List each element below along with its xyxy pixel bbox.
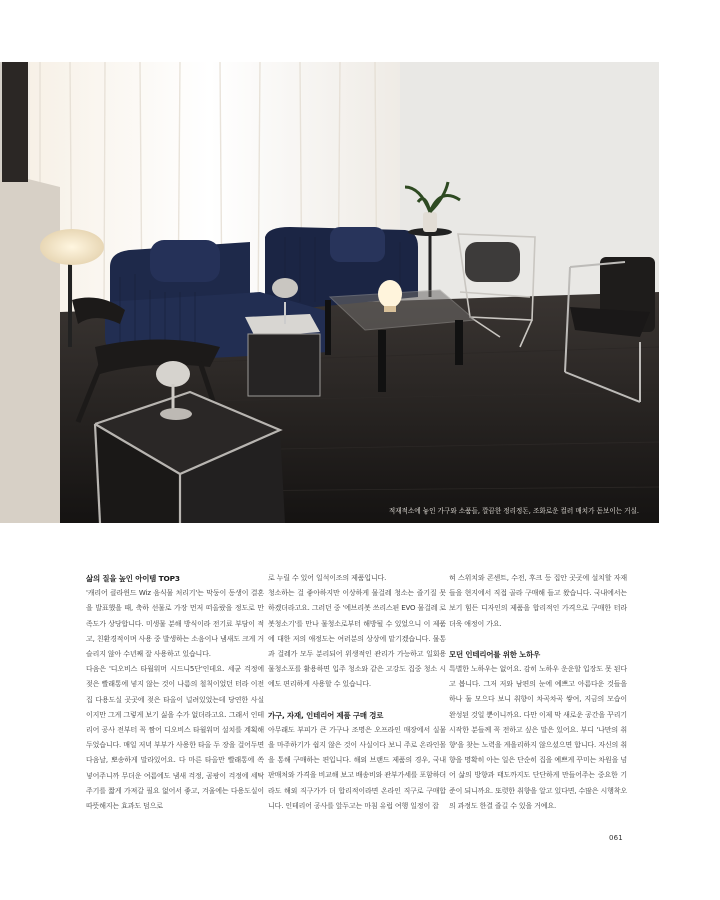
floor-lamp-shade: [40, 229, 104, 265]
paragraph: 로 누릴 수 있어 일석이조의 제품입니다.: [268, 574, 387, 582]
paragraph: 다음은 '디오비스 타월워머 시드니5단'인데요. 세균 걱정에 젖은 빨래통에 넣지 않는 것이 나름의 철칙이었던 터라 이전 집 다용도실 곳곳에 젖은 타올이 널려있었는데 당연한 사실이지만 그게 그렇게 보기 싫을 수가 없더라고요. 그래서 인테리어 공사 전부터 꼭 짬어 디오비스 타월워머 설치를 계획해두었습니다. 매일 저녁 부부가 사용한 타올 두 장을 걸어두면 다음날, 뽀송하게 말라있어요. 다 마른 타올만 빨래통에 쏙 넣어주니까 무더운 여름에도 냄새 걱정, 곰팡이 걱정에 세탁 주기를 짧게 가져갈 필요 없어서 좋고, 겨울에는 다용도실이 따뜻해지는 효과도 덤으로: [86, 665, 264, 811]
text-column-2: [268, 571, 446, 814]
paragraph: 아무래도 부피가 큰 가구나 조명은 오프라인 매장에서 실물을 마주하기가 쉽지 않은 것이 사실이다 보니 주로 온라인몰을 통해 구매하는 편입니다. 해외 브랜드 제품의 경우, 국내 판매처와 가격을 비교해 보고 배송비와 관부가세를 포함하더라도 해외 직구가가 더 합리적이라면 온라인 직구로 구매합니다. 인테리어 공사를 앞두고는 마침 유럽 여행 일정이 잡: [268, 725, 446, 810]
wall-frame: [2, 62, 28, 182]
page-number: 061: [609, 834, 623, 842]
section-heading-top3: 삶의 질을 높인 아이템 TOP3: [86, 574, 180, 583]
text-column-1: [86, 571, 264, 814]
living-room-photo: [0, 62, 659, 523]
paragraph: 혀 스위치와 콘센트, 수전, 후크 등 집안 곳곳에 설치할 자재들을 현지에서 직접 골라 구매해 들고 왔습니다. 국내에서는 보기 힘든 디자인의 제품을 합리적인 가격으로 구매한 터라 더욱 애정이 가요.: [449, 574, 627, 628]
photo-caption: 적재적소에 놓인 가구와 소품들, 깔끔한 정리정돈, 조화로운 컬러 매치가 돋보이는 거실.: [388, 507, 639, 515]
section-heading-purchase: 가구, 자재, 인테리어 제품 구매 경로: [268, 710, 384, 720]
living-room-illustration: [0, 62, 659, 523]
left-wall: [0, 172, 60, 523]
paragraph: 특별한 노하우는 없어요. 감히 노하우 운운할 입장도 못 된다고 봅니다. 그저 저와 남편의 눈에 예쁘고 아름다운 것들을 하나 둘 모으다 보니 취향이 차곡차곡 쌓여, 지금의 모습이 완성된 것일 뿐이니까요. 다만 이제 막 새로운 공간을 꾸리기 시작한 분들께 꼭 전하고 싶은 말은 있어요. 부디 '나만의 취향'을 찾는 노력을 게을리하지 않으셨으면 합니다. 자신의 취향을 명확히 아는 일은 단순히 집을 예쁘게 꾸미는 차원을 넘어 삶의 방향과 태도까지도 단단하게 만들어주는 중요한 기준이 되니까요. 또렷한 취향을 알고 있다면, 수많은 시행착오의 과정도 한결 즐길 수 있을 거예요.: [449, 665, 627, 810]
section-heading-knowhow: 모던 인테리어를 위한 노하우: [449, 649, 541, 659]
striped-cushion: [465, 242, 520, 282]
paragraph: '캐리어 클라윈드 Wiz 음식물 처리기'는 막둥이 동생이 결혼을 발표했을 때, 축하 선물로 가장 먼저 떠올랐을 정도로 만족도가 상당합니다. 미생물 분해 방식이라 전기료 부담이 적고, 친환경적이며 사용 중 발생하는 소음이나 냄새도 크게 거슬리지 않아 수년째 잘 사용하고 있습니다.: [86, 589, 264, 659]
paragraph: 청소하는 걸 좋아하지만 이상하게 물걸레 청소는 즐기질 못 하겠더라고요. 그러던 중 '에브리봇 쓰리스핀 EVO 물걸레 로봇청소기'를 만나 물청소로부터 해방될 수 있었으니 이 제품에 대한 저의 애정도는 여러분의 상상에 맡기겠습니다. 물통과 걸레가 모두 분리되어 위생적인 관리가 가능하고 일회용 물청소포를 활용하면 입주 청소와 같은 고강도 집중 청소 시에도 편리하게 사용할 수 있습니다.: [268, 589, 446, 689]
table-lamp: [378, 280, 402, 308]
text-column-3: [449, 571, 627, 814]
